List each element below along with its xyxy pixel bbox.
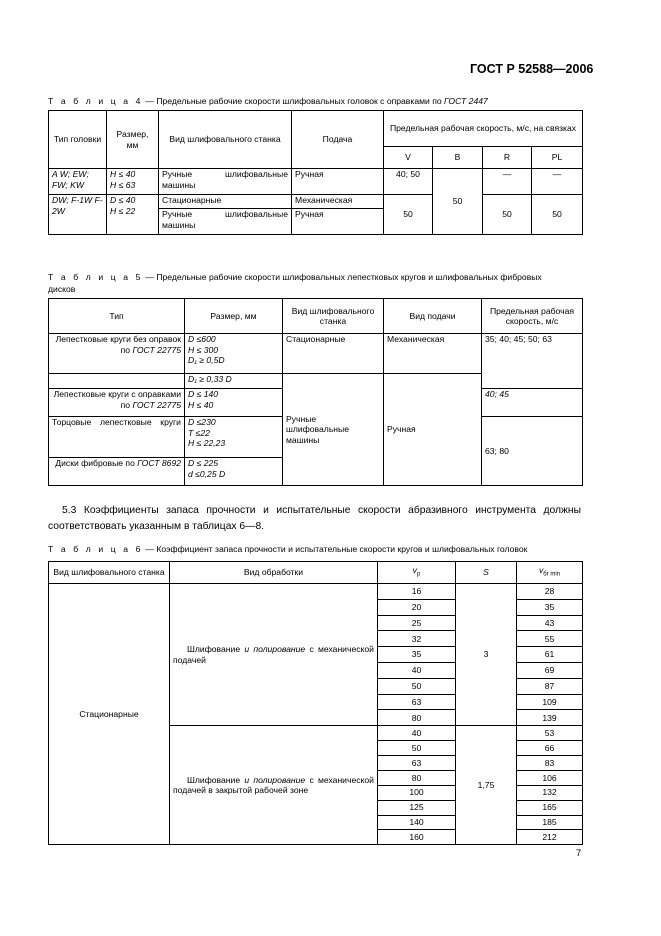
th-b: B	[433, 147, 483, 169]
th-v	[378, 562, 456, 584]
th-machine: Вид шлифовального станка	[283, 299, 384, 334]
cell-machine: Стационарные	[283, 334, 384, 374]
size-line: H ≤ 22,23	[188, 438, 226, 448]
type-text: Лепестковые круги с оправками по	[53, 389, 181, 410]
cell-speed	[482, 389, 583, 417]
type-text: A W; EW; FW; KW	[52, 169, 89, 190]
cell-s: 3	[456, 584, 517, 726]
process-text: с механической подачей	[173, 644, 374, 665]
cell-v: 20	[378, 599, 456, 615]
caption-label: Т а б л и ц а 5	[48, 272, 143, 282]
cell-vt: 106	[517, 770, 583, 785]
th-size: Размер, мм	[107, 111, 159, 169]
th-vt	[517, 562, 583, 584]
cell-process	[170, 584, 378, 726]
cell-v: 100	[378, 785, 456, 800]
th-v: V	[384, 147, 433, 169]
cell-v: 35	[378, 647, 456, 663]
cell-type	[49, 458, 185, 486]
cell-vt: 35	[517, 599, 583, 615]
cell-vt: 28	[517, 584, 583, 600]
size-line: H ≤ 63	[110, 179, 136, 190]
cell-v: 63	[378, 755, 456, 770]
cell-machine-shared	[283, 374, 384, 486]
cell-size	[185, 334, 283, 374]
cell-process	[170, 726, 378, 845]
v-subscript: р	[416, 571, 421, 578]
type-ref: ГОСТ 8692	[137, 458, 181, 468]
th-machine: Вид шлифовального станка	[49, 562, 170, 584]
table-4	[48, 110, 583, 235]
document-id: ГОСТ Р 52588—2006	[470, 62, 594, 76]
cell-r: —	[483, 169, 532, 195]
cell-machine: Стационарные	[159, 195, 292, 209]
page-number: 7	[576, 848, 582, 859]
process-text-italic: и полирование	[244, 774, 306, 785]
cell-type	[49, 169, 107, 195]
cell-size	[185, 417, 283, 458]
th-feed: Подача	[292, 111, 384, 169]
cell-vt: 165	[517, 800, 583, 815]
caption-ref: ГОСТ 2447	[444, 96, 488, 106]
size-line: H ≤ 40	[188, 399, 214, 410]
table-6	[48, 561, 583, 845]
cell-type	[49, 334, 185, 374]
size-line: D ≤ 225	[188, 458, 219, 468]
cell-v: 50	[384, 195, 433, 235]
size-line: D ≤230	[188, 417, 216, 427]
th-pl: PL	[532, 147, 583, 169]
cell-size	[185, 389, 283, 417]
cell-b-shared: 50	[433, 169, 483, 235]
cell-feed: Механическая	[292, 195, 384, 209]
cell-machine: Стационарные	[49, 584, 170, 845]
caption-label: Т а б л и ц а 4	[48, 96, 143, 106]
cell-v: 40	[378, 662, 456, 678]
cell-pl: —	[532, 169, 583, 195]
cell-v: 160	[378, 830, 456, 845]
type-ref: ГОСТ 22775	[132, 399, 181, 410]
type-text: DW; F-1W F-2W	[52, 195, 103, 216]
cell-v: 50	[378, 678, 456, 694]
th-speed: Предельная рабочая скорость, м/с	[482, 299, 583, 334]
cell-vt: 109	[517, 694, 583, 710]
caption-text: — Предельные рабочие скорости шлифовальных лепестковых кругов и шлифовальных фибровых	[142, 272, 542, 282]
table5-caption	[48, 271, 542, 295]
cell-s: 1,75	[456, 726, 517, 845]
caption-text: — Коэффициент запаса прочности и испытательные скорости кругов и шлифовальных головок	[142, 544, 528, 554]
cell-v: 80	[378, 770, 456, 785]
machine-text: Ручные шлифовальные машины	[286, 413, 350, 445]
cell-feed: Ручная	[292, 169, 384, 195]
cell-vt: 55	[517, 631, 583, 647]
type-ref: ГОСТ 22775	[132, 344, 181, 355]
cell-vt: 53	[517, 726, 583, 741]
th-feed: Вид подачи	[384, 299, 482, 334]
cell-vt: 139	[517, 710, 583, 726]
size-line: H ≤ 22	[110, 205, 136, 216]
caption-text: — Предельные рабочие скорости шлифовальных головок с оправками по	[142, 96, 445, 106]
v-symbol: v	[412, 564, 417, 575]
size-line: H ≤ 300	[188, 344, 219, 355]
cell-type	[49, 417, 185, 458]
cell-vt: 66	[517, 741, 583, 756]
section-5-3-paragraph: 5.3 Коэффициенты запаса прочности и испытательные скорости абразивного инструмента должны соответствовать указанным в таблицах 6—8.	[48, 505, 581, 532]
s-symbol: S	[483, 567, 489, 578]
cell-feed-shared: Ручная	[384, 374, 482, 486]
cell-speed-shared: 63; 80	[482, 417, 583, 486]
cell-size	[185, 458, 283, 486]
process-text: Шлифование	[187, 644, 245, 655]
th-machine: Вид шлифовального станка	[159, 111, 292, 169]
th-process: Вид обработки	[170, 562, 378, 584]
cell-feed: Механическая	[384, 334, 482, 374]
process-text: Шлифование	[187, 774, 245, 785]
cell-vt: 69	[517, 662, 583, 678]
cell-type	[49, 195, 107, 235]
th-r: R	[483, 147, 532, 169]
cell-v: 80	[378, 710, 456, 726]
cell-r: 50	[483, 195, 532, 235]
size-line: D₁ ≥ 0,33 D	[188, 374, 232, 384]
size-line: D₁ ≥ 0,5D	[188, 355, 225, 365]
cell-speed: 35; 40; 45; 50; 63	[482, 334, 583, 389]
type-text: Торцовые лепестковые круги	[52, 417, 181, 427]
cell-v: 40	[378, 726, 456, 741]
table-5	[48, 298, 583, 486]
size-line: T ≤22	[188, 427, 210, 438]
type-text: Диски фибровые по	[55, 458, 138, 468]
cell-v: 40; 50	[384, 169, 433, 195]
process-text: с механической подачей в закрытой рабочей зоне	[173, 774, 374, 796]
table6-caption	[48, 544, 527, 554]
cell-vt: 185	[517, 815, 583, 830]
cell-pl: 50	[532, 195, 583, 235]
cell-v: 25	[378, 615, 456, 631]
vt-subscript: бr min	[543, 571, 561, 578]
cell-vt: 61	[517, 647, 583, 663]
vt-symbol: v	[538, 564, 544, 575]
speed-text: 40; 45	[485, 389, 509, 399]
th-size: Размер, мм	[185, 299, 283, 334]
cell-vt: 83	[517, 755, 583, 770]
machine-text: Ручные шлифовальные машины	[162, 209, 288, 230]
th-s	[456, 562, 517, 584]
caption-label: Т а б л и ц а 6	[48, 544, 143, 554]
cell-machine	[159, 209, 292, 235]
cell-size	[185, 374, 283, 389]
size-line: D ≤ 40	[110, 195, 136, 205]
machine-text: Ручные шлифовальные машины	[162, 169, 288, 190]
th-type: Тип головки	[49, 111, 107, 169]
cell-v: 140	[378, 815, 456, 830]
cell-size	[107, 169, 159, 195]
cell-size	[107, 195, 159, 235]
th-type: Тип	[49, 299, 185, 334]
th-speed: Предельная рабочая скорость, м/с, на связках	[384, 111, 583, 147]
size-line: D ≤600	[188, 334, 216, 344]
cell-v: 32	[378, 631, 456, 647]
cell-v: 50	[378, 741, 456, 756]
size-line: H ≤ 40	[110, 169, 136, 179]
size-line: D ≤ 140	[188, 389, 219, 399]
cell-feed: Ручная	[292, 209, 384, 235]
cell-type	[49, 389, 185, 417]
cell-type	[49, 374, 185, 389]
size-line: d ≤0,25 D	[188, 468, 226, 479]
cell-vt: 132	[517, 785, 583, 800]
process-text-italic: и полирование	[244, 644, 306, 655]
cell-vt: 43	[517, 615, 583, 631]
caption-text: дисков	[48, 284, 76, 294]
cell-v: 125	[378, 800, 456, 815]
cell-vt: 87	[517, 678, 583, 694]
cell-v: 63	[378, 694, 456, 710]
cell-v: 16	[378, 584, 456, 600]
type-text: Лепестковые круги без оправок по	[55, 334, 181, 355]
table4-caption	[48, 96, 488, 106]
cell-vt: 212	[517, 830, 583, 845]
cell-machine	[159, 169, 292, 195]
